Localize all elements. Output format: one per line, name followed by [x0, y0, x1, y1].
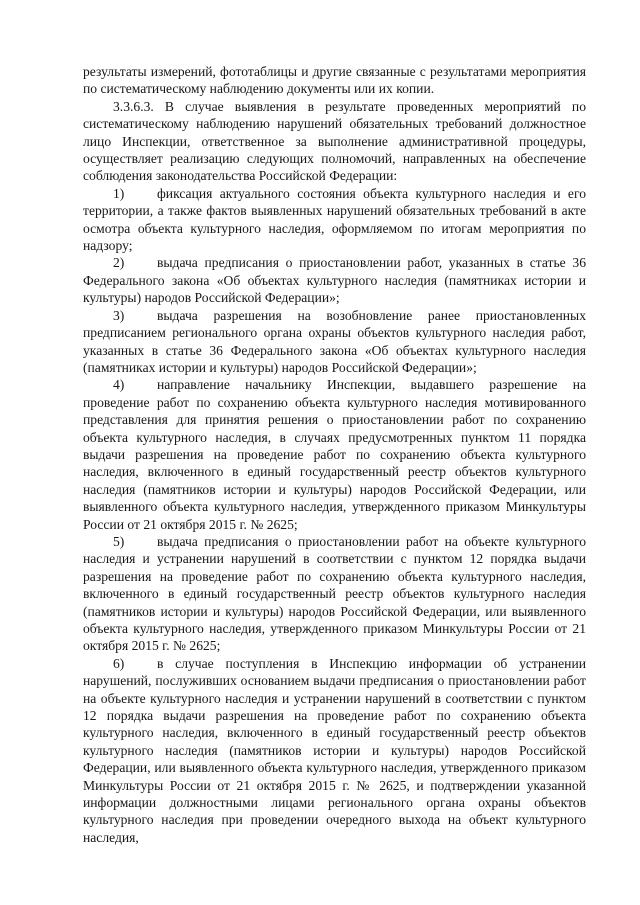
list-item-text: выдача разрешения на возобновление ранее приостановленных предписанием регионального органа охраны объектов культурного наследия работ, указанных в статье 36 Федерального закона «Об объектах культурного наследия (памятниках истории и культуры) народов Российской Федерации»; [83, 307, 586, 375]
list-item-2 [83, 254, 586, 306]
list-item-number: 1) [113, 185, 125, 201]
section-intro-paragraph: 3.3.6.3. В случае выявления в результате проведенных мероприятий по систематическому наблюдению нарушений обязательных требований должностное лицо Инспекции, ответственное за выполнение административной процедуры, осуществляет реализацию следующих полномочий, направленных на обеспечение соблюдения законодательства Российской Федерации: [83, 98, 586, 184]
list-item-text: выдача предписания о приостановлении работ, указанных в статье 36 Федерального закона «Об объектах культурного наследия (памятниках истории и культуры) народов Российской Федерации»; [83, 255, 586, 306]
list-item-number: 4) [113, 377, 125, 393]
list-item-number: 3) [113, 307, 125, 323]
list-item-1 [83, 185, 586, 255]
list-item-text: фиксация актуального состояния объекта культурного наследия и его территории, а также фактов выявленных нарушений обязательных требований в акте осмотра объекта культурного наследия, оформляемом по итогам мероприятия по надзору; [83, 185, 586, 254]
list-item-4 [83, 376, 586, 533]
list-item-5 [83, 533, 586, 655]
list-item-number: 5) [113, 533, 125, 549]
list-item-text: направление начальнику Инспекции, выдавшего разрешение на проведение работ по сохранению объекта культурного наследия мотивированного представления для принятия решения о приостановлении работ по сохранению объекта культурного наследия, в случаях предусмотренных пунктом 11 порядка выдачи разрешения на проведение работ по сохранению объекта культурного наследия, включенного в единый государственный реестр объектов культурного наследия (памятников истории и культуры) народов Российской Федерации, или выявленного объекта культурного наследия, утвержденного приказом Минкультуры России от 21 октября 2015 г. № 2625; [83, 377, 586, 532]
list-item-6 [83, 655, 586, 846]
list-item-number: 2) [113, 255, 125, 271]
list-item-text: в случае поступления в Инспекцию информации об устранении нарушений, послуживших основанием выдачи предписания о приостановлении работ на объекте культурного наследия и устранении нарушений в соответствии с пунктом 12 порядка выдачи разрешения на проведение работ по сохранению объекта культурного наследия, включенного в единый государственный реестр объектов культурного наследия (памятников истории и культуры) народов Российской Федерации, или выявленного объекта культурного наследия, утвержденного приказом Минкультуры России от 21 октября 2015 г. № 2625, и подтверждении указанной информации должностными лицами регионального органа охраны объектов культурного наследия при проведении очередного выхода на объект культурного наследия, [83, 655, 586, 845]
list-item-number: 6) [113, 655, 125, 671]
list-item-3 [83, 307, 586, 377]
continuation-paragraph: результаты измерений, фототаблицы и другие связанные с результатами мероприятия по систематическому наблюдению документы или их копии. [83, 64, 586, 97]
document-body [83, 63, 586, 846]
list-item-text: выдача предписания о приостановлении работ на объекте культурного наследия и устранении нарушений в соответствии с пунктом 12 порядка выдачи разрешения на проведение работ по сохранению объекта культурного наследия, включенного в единый государственный реестр объектов культурного наследия (памятников истории и культуры) народов Российской Федерации, или выявленного объекта культурного наследия, утвержденного приказом Минкультуры России от 21 октября 2015 г. № 2625; [83, 533, 586, 654]
